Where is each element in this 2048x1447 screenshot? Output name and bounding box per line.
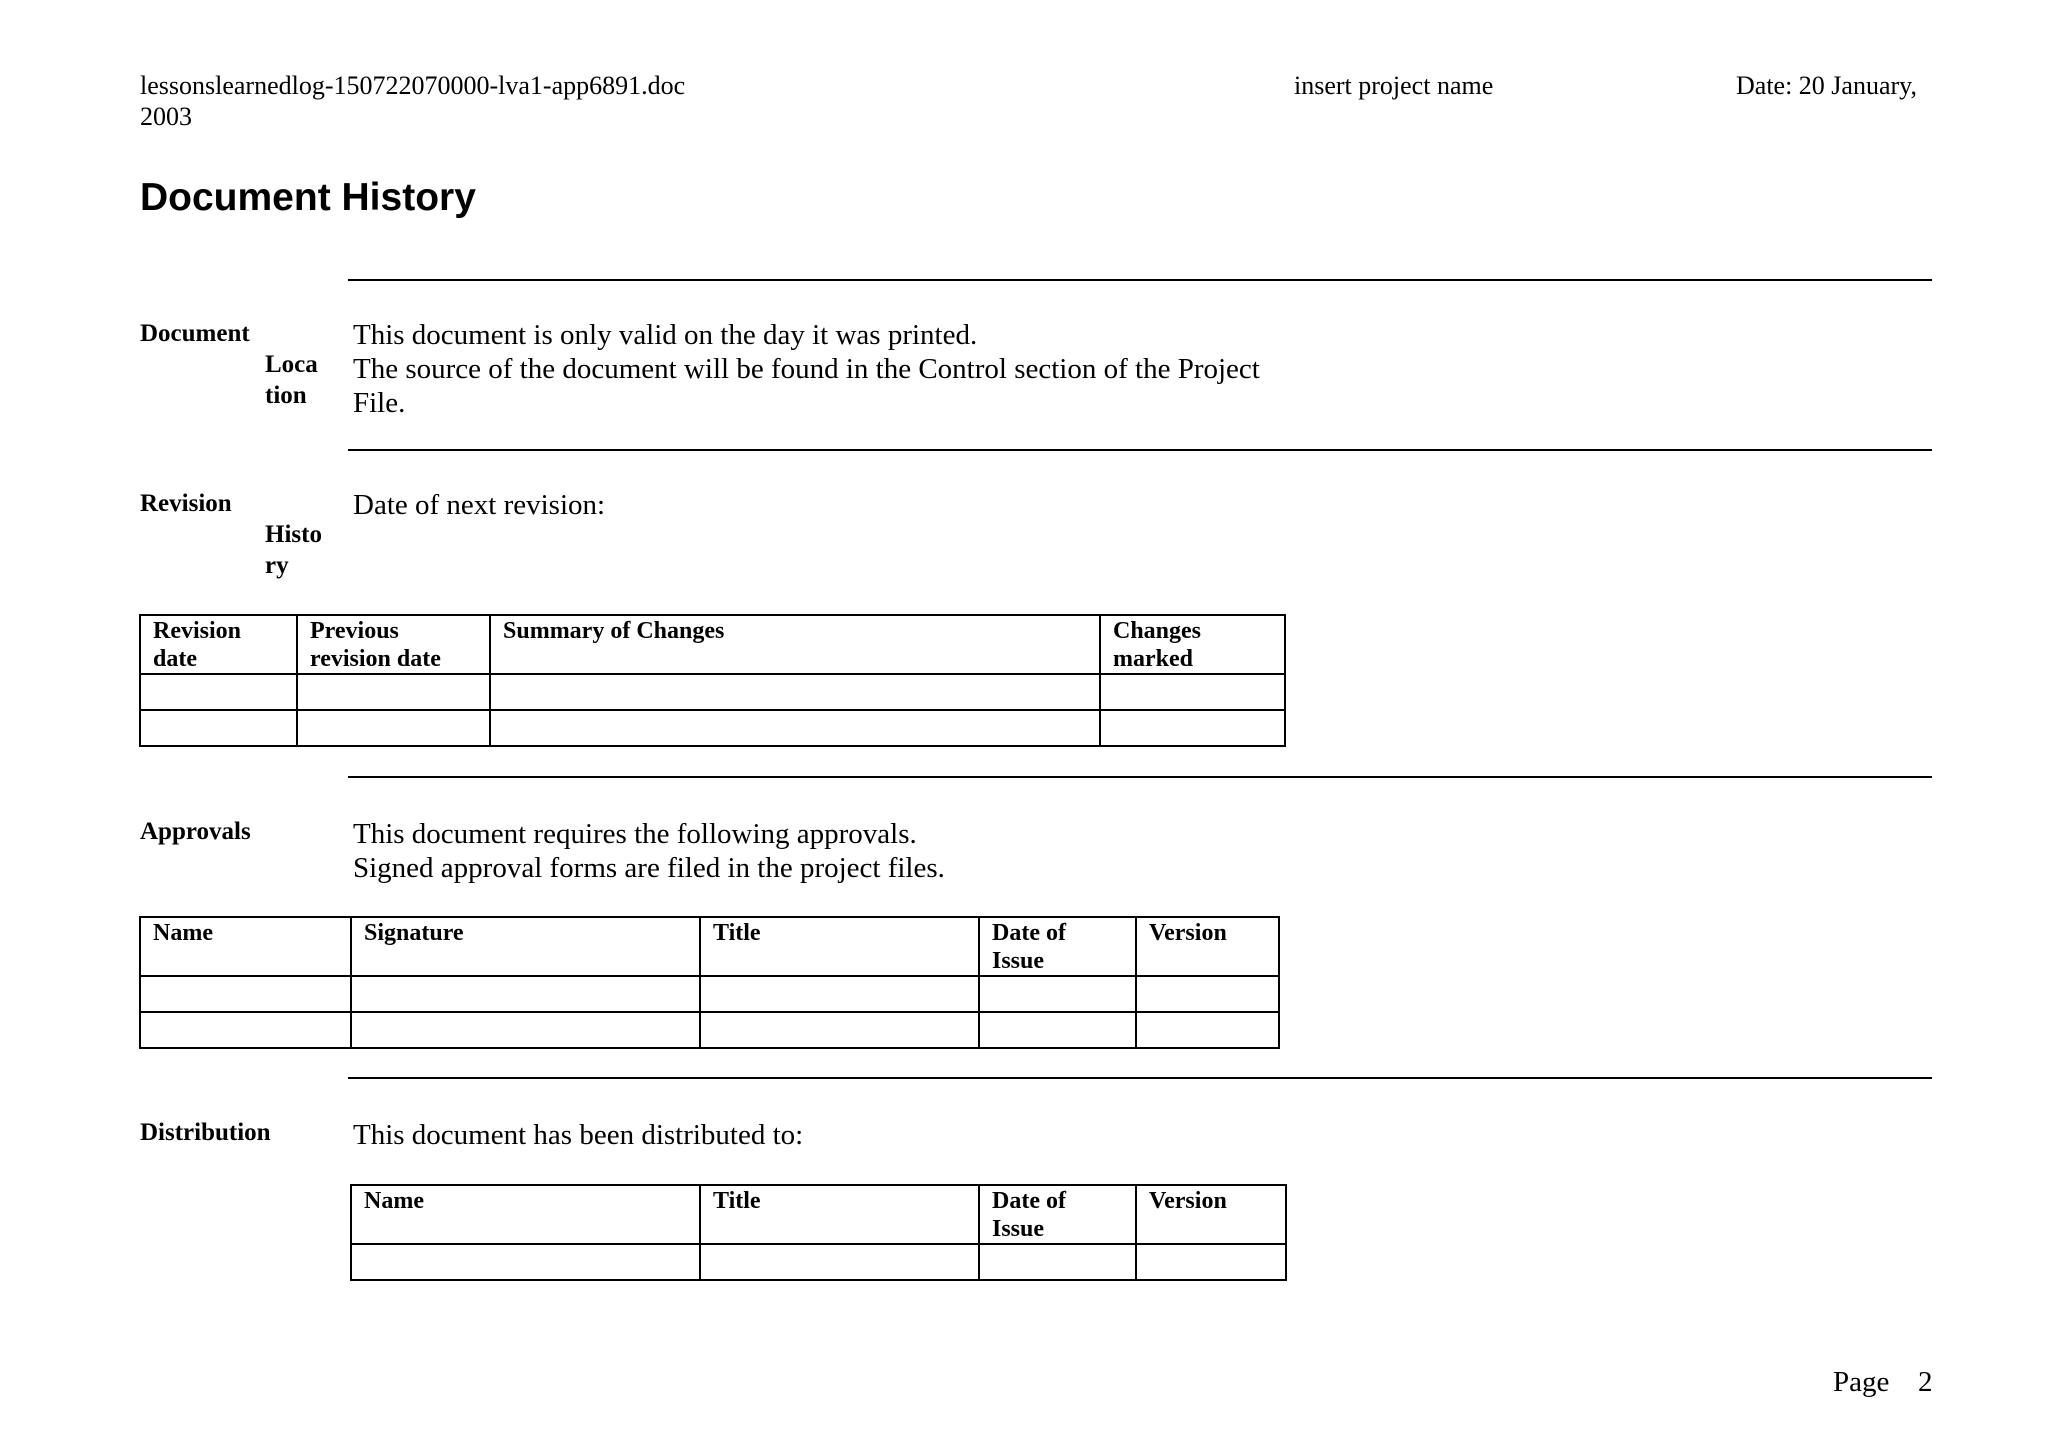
table-cell[interactable] [140, 710, 297, 746]
table-header-cell: Name [140, 917, 351, 976]
revision-table [139, 614, 1286, 747]
table-header-cell: Name [351, 1185, 700, 1244]
section-divider [348, 1077, 1932, 1079]
revision-label: Revision [140, 490, 232, 517]
table-header-cell: Title [700, 1185, 979, 1244]
table-cell[interactable] [1136, 1244, 1286, 1280]
table-cell[interactable] [140, 674, 297, 710]
location-text: File. [353, 387, 406, 419]
header-project-name: insert project name [1294, 71, 1494, 100]
table-header-cell: Signature [351, 917, 700, 976]
table-header-cell: Previous revision date [297, 615, 490, 674]
table-cell[interactable] [979, 976, 1136, 1012]
table-header-cell: Summary of Changes [490, 615, 1100, 674]
section-divider [348, 279, 1932, 281]
distribution-table [350, 1184, 1287, 1281]
header-date: Date: 20 January, [1736, 71, 1917, 100]
page-label: Page [1833, 1366, 1890, 1398]
approvals-label: Approvals [140, 818, 251, 845]
page-title: Document History [140, 176, 476, 219]
table-header-cell: Changes marked [1100, 615, 1285, 674]
table-row [351, 1244, 1286, 1280]
table-header-cell: Revision date [140, 615, 297, 674]
table-cell[interactable] [1136, 976, 1279, 1012]
revision-label-part: Histo [265, 521, 322, 548]
table-cell[interactable] [1100, 674, 1285, 710]
table-cell[interactable] [979, 1012, 1136, 1048]
approvals-text: Signed approval forms are filed in the project files. [353, 852, 945, 884]
table-cell[interactable] [700, 1244, 979, 1280]
table-header-cell: Date of Issue [979, 1185, 1136, 1244]
table-cell[interactable] [351, 976, 700, 1012]
next-revision-text: Date of next revision: [353, 489, 606, 521]
table-header-cell: Version [1136, 1185, 1286, 1244]
table-row [140, 1012, 1279, 1048]
revision-label-part: ry [265, 552, 289, 579]
table-header-cell: Version [1136, 917, 1279, 976]
section-divider [348, 776, 1932, 778]
table-cell[interactable] [700, 1012, 979, 1048]
table-cell[interactable] [700, 976, 979, 1012]
table-cell[interactable] [351, 1244, 700, 1280]
table-row [140, 976, 1279, 1012]
table-row [140, 674, 1285, 710]
table-cell[interactable] [140, 976, 351, 1012]
table-header-cell: Title [700, 917, 979, 976]
distribution-text: This document has been distributed to: [353, 1119, 804, 1151]
header-filename: lessonslearnedlog-150722070000-lva1-app6891.doc [140, 71, 686, 100]
page-number: 2 [1918, 1366, 1933, 1398]
table-cell[interactable] [297, 710, 490, 746]
section-divider [348, 449, 1932, 451]
table-cell[interactable] [979, 1244, 1136, 1280]
table-cell[interactable] [1100, 710, 1285, 746]
table-cell[interactable] [140, 1012, 351, 1048]
header-year: 2003 [140, 102, 192, 131]
table-header-row [140, 917, 1279, 976]
table-cell[interactable] [490, 674, 1100, 710]
distribution-label: Distribution [140, 1119, 271, 1146]
table-cell[interactable] [490, 710, 1100, 746]
table-cell[interactable] [351, 1012, 700, 1048]
location-label: Document [140, 320, 250, 347]
table-cell[interactable] [297, 674, 490, 710]
approvals-table [139, 916, 1280, 1049]
table-header-row [140, 615, 1285, 674]
location-text: The source of the document will be found in the Control section of the Project [353, 353, 1260, 385]
table-header-cell: Date of Issue [979, 917, 1136, 976]
location-text: This document is only valid on the day it was printed. [353, 319, 978, 351]
approvals-text: This document requires the following approvals. [353, 818, 917, 850]
location-label-part: tion [265, 382, 307, 409]
table-header-row [351, 1185, 1286, 1244]
location-label-part: Loca [265, 351, 318, 378]
table-row [140, 710, 1285, 746]
table-cell[interactable] [1136, 1012, 1279, 1048]
